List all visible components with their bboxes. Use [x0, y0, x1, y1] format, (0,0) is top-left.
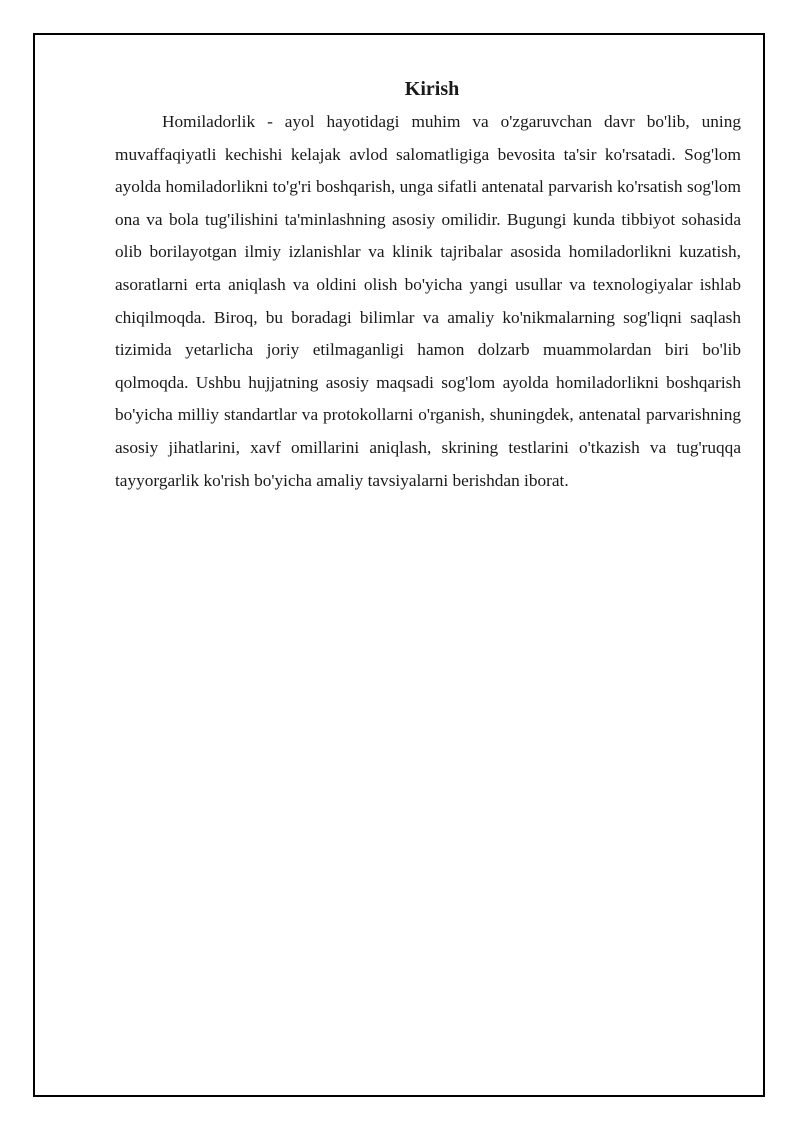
document-body: [115, 74, 741, 497]
section-title: Kirish: [404, 78, 460, 100]
intro-paragraph: Homiladorlik - ayol hayotidagi muhim va o'zgaruvchan davr bo'lib, uning muvaffaqiyatli kechishi kelajak avlod salomatligiga bevosita ta'sir ko'rsatadi. Sog'lom ayolda homiladorlikni to'g'ri boshqarish, unga sifatli antenatal parvarish ko'rsatish sog'lom ona va bola tug'ilishini ta'minlashning asosiy omilidir. Bugungi kunda tibbiyot sohasida olib borilayotgan ilmiy izlanishlar va klinik tajribalar asosida homiladorlikni kuzatish, asoratlarni erta aniqlash va oldini olish bo'yicha yangi usullar va texnologiyalar ishlab chiqilmoqda. Biroq, bu boradagi bilimlar va amaliy ko'nikmalarning sog'liqni saqlash tizimida yetarlicha joriy etilmaganligi hamon dolzarb muammolardan biri bo'lib qolmoqda. Ushbu hujjatning asosiy maqsadi sog'lom ayolda homiladorlikni boshqarish bo'yicha milliy standartlar va protokollarni o'rganish, shuningdek, antenatal parvarishning asosiy jihatlarini, xavf omillarini aniqlash, skrining testlarini o'tkazish va tug'ruqqa tayyorgarlik ko'rish bo'yicha amaliy tavsiyalarni berishdan iborat.: [115, 112, 741, 490]
